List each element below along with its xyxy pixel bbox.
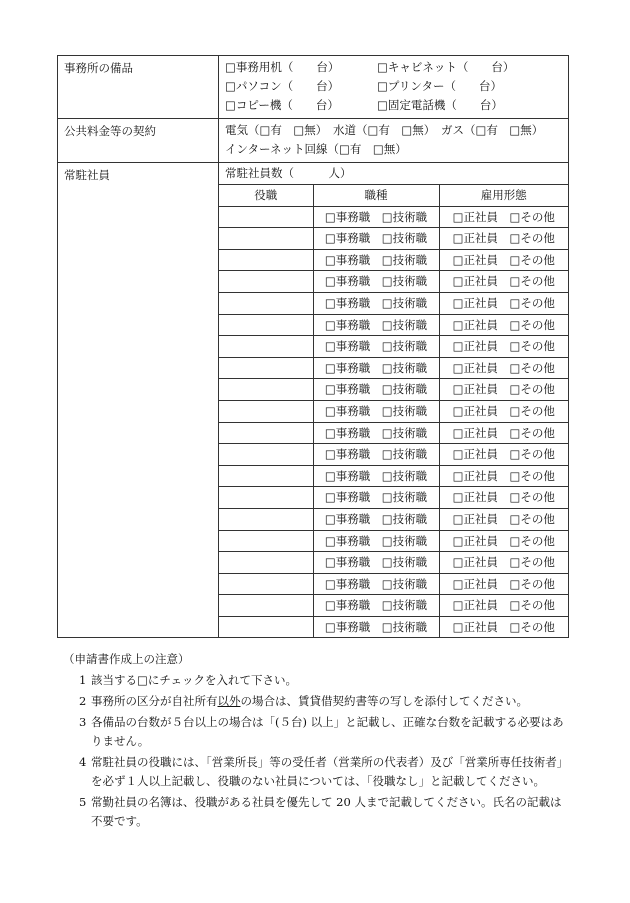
notes-section	[57, 651, 569, 833]
note-text: 該当する□にチェックを入れて下さい。	[91, 673, 298, 687]
employment-cell[interactable]: □正社員 □その他	[439, 595, 568, 617]
staff-table-row	[219, 400, 568, 422]
note-number: 5	[79, 795, 87, 809]
note-number: 1	[79, 673, 87, 687]
employment-cell[interactable]: □正社員 □その他	[439, 487, 568, 509]
position-cell[interactable]	[219, 228, 313, 250]
position-cell[interactable]	[219, 357, 313, 379]
position-cell[interactable]	[219, 465, 313, 487]
staff-table-row	[219, 314, 568, 336]
employment-cell[interactable]: □正社員 □その他	[439, 271, 568, 293]
checkbox-cabinet[interactable]: □キャビネット（ 台）	[377, 60, 515, 74]
note-text: 常駐社員の役職には、「営業所長」等の受任者（営業所の代表者）及び「営業所専任技術者」を必ず１人以上記載し、役職のない社員については、「役職なし」と記載してください。	[91, 755, 569, 788]
equipment-options	[219, 56, 569, 119]
note-text: 各備品の台数が５台以上の場合は「(５台) 以上」と記載し、正確な台数を記載する必要はありません。	[91, 715, 564, 748]
header-employment: 雇用形態	[439, 185, 568, 207]
notes-heading: （申請書作成上の注意）	[63, 652, 190, 666]
staff-table-row	[219, 271, 568, 293]
position-cell[interactable]	[219, 206, 313, 228]
employment-cell[interactable]: □正社員 □その他	[439, 292, 568, 314]
note-item-3	[57, 713, 569, 751]
job-type-cell[interactable]: □事務職 □技術職	[313, 336, 439, 358]
employment-cell[interactable]: □正社員 □その他	[439, 249, 568, 271]
note-item-1	[57, 671, 569, 690]
employment-cell[interactable]: □正社員 □その他	[439, 465, 568, 487]
employment-cell[interactable]: □正社員 □その他	[439, 379, 568, 401]
note-number: 2	[79, 694, 87, 708]
job-type-cell[interactable]: □事務職 □技術職	[313, 508, 439, 530]
header-position: 役職	[219, 185, 313, 207]
note-underline: 以外	[217, 694, 241, 708]
staff-row	[58, 163, 569, 638]
employment-cell[interactable]: □正社員 □その他	[439, 573, 568, 595]
job-type-cell[interactable]: □事務職 □技術職	[313, 595, 439, 617]
staff-table	[219, 184, 568, 637]
staff-table-row	[219, 249, 568, 271]
staff-table-row	[219, 357, 568, 379]
position-cell[interactable]	[219, 616, 313, 637]
equipment-row	[58, 56, 569, 119]
position-cell[interactable]	[219, 508, 313, 530]
checkbox-phone[interactable]: □固定電話機（ 台）	[377, 98, 503, 112]
equipment-label: 事務所の備品	[58, 56, 219, 119]
job-type-cell[interactable]: □事務職 □技術職	[313, 465, 439, 487]
note-text-pre: 事務所の区分が自社所有	[91, 694, 218, 708]
note-item-5	[57, 793, 569, 831]
staff-table-row	[219, 444, 568, 466]
staff-table-row	[219, 552, 568, 574]
staff-table-row	[219, 530, 568, 552]
job-type-cell[interactable]: □事務職 □技術職	[313, 249, 439, 271]
employment-cell[interactable]: □正社員 □その他	[439, 444, 568, 466]
position-cell[interactable]	[219, 444, 313, 466]
utilities-options	[219, 119, 569, 163]
position-cell[interactable]	[219, 271, 313, 293]
employment-cell[interactable]: □正社員 □その他	[439, 552, 568, 574]
position-cell[interactable]	[219, 530, 313, 552]
staff-table-row	[219, 487, 568, 509]
job-type-cell[interactable]: □事務職 □技術職	[313, 530, 439, 552]
job-type-cell[interactable]: □事務職 □技術職	[313, 616, 439, 637]
checkbox-copier[interactable]: □コピー機（ 台）	[225, 98, 339, 112]
job-type-cell[interactable]: □事務職 □技術職	[313, 379, 439, 401]
utilities-row	[58, 119, 569, 163]
staff-table-row	[219, 379, 568, 401]
position-cell[interactable]	[219, 249, 313, 271]
position-cell[interactable]	[219, 573, 313, 595]
job-type-cell[interactable]: □事務職 □技術職	[313, 228, 439, 250]
note-number: 4	[79, 755, 87, 769]
job-type-cell[interactable]: □事務職 □技術職	[313, 552, 439, 574]
staff-table-row	[219, 292, 568, 314]
note-text: 常勤社員の名簿は、役職がある社員を優先して 20 人まで記載してください。氏名の記載は不要です。	[91, 795, 562, 828]
staff-table-row	[219, 573, 568, 595]
staff-section	[219, 163, 569, 638]
job-type-cell[interactable]: □事務職 □技術職	[313, 292, 439, 314]
employment-cell[interactable]: □正社員 □その他	[439, 357, 568, 379]
checkbox-printer[interactable]: □プリンター（ 台）	[377, 79, 502, 93]
staff-table-row	[219, 508, 568, 530]
job-type-cell[interactable]: □事務職 □技術職	[313, 314, 439, 336]
employment-cell[interactable]: □正社員 □その他	[439, 530, 568, 552]
position-cell[interactable]	[219, 379, 313, 401]
utilities-label: 公共料金等の契約	[58, 119, 219, 163]
job-type-cell[interactable]: □事務職 □技術職	[313, 206, 439, 228]
staff-table-row	[219, 228, 568, 250]
job-type-cell[interactable]: □事務職 □技術職	[313, 573, 439, 595]
checkbox-pc[interactable]: □パソコン（ 台）	[225, 79, 340, 93]
staff-table-row	[219, 336, 568, 358]
job-type-cell[interactable]: □事務職 □技術職	[313, 357, 439, 379]
position-cell[interactable]	[219, 422, 313, 444]
employment-cell[interactable]: □正社員 □その他	[439, 616, 568, 637]
position-cell[interactable]	[219, 487, 313, 509]
employment-cell[interactable]: □正社員 □その他	[439, 314, 568, 336]
note-text-post: の場合は、賃貸借契約書等の写しを添付してください。	[240, 694, 528, 708]
employment-cell[interactable]: □正社員 □その他	[439, 228, 568, 250]
staff-table-row	[219, 616, 568, 637]
utilities-line-2[interactable]: インターネット回線（□有 □無）	[225, 142, 407, 156]
job-type-cell[interactable]: □事務職 □技術職	[313, 444, 439, 466]
employment-cell[interactable]: □正社員 □その他	[439, 336, 568, 358]
staff-table-row	[219, 465, 568, 487]
utilities-line-1[interactable]: 電気（□有 □無） 水道（□有 □無） ガス（□有 □無）	[225, 123, 544, 137]
staff-label: 常駐社員	[58, 163, 219, 638]
employment-cell[interactable]: □正社員 □その他	[439, 422, 568, 444]
position-cell[interactable]	[219, 292, 313, 314]
application-form-table	[57, 55, 569, 638]
employment-cell[interactable]: □正社員 □その他	[439, 400, 568, 422]
position-cell[interactable]	[219, 314, 313, 336]
employment-cell[interactable]: □正社員 □その他	[439, 206, 568, 228]
position-cell[interactable]	[219, 400, 313, 422]
job-type-cell[interactable]: □事務職 □技術職	[313, 271, 439, 293]
note-item-4	[57, 753, 569, 791]
position-cell[interactable]	[219, 552, 313, 574]
employment-cell[interactable]: □正社員 □その他	[439, 508, 568, 530]
staff-table-row	[219, 206, 568, 228]
position-cell[interactable]	[219, 336, 313, 358]
job-type-cell[interactable]: □事務職 □技術職	[313, 487, 439, 509]
checkbox-desk[interactable]: □事務用机（ 台）	[225, 60, 340, 74]
note-item-2	[57, 692, 569, 711]
staff-count[interactable]: 常駐社員数（ 人）	[225, 166, 352, 180]
position-cell[interactable]	[219, 595, 313, 617]
staff-table-row	[219, 422, 568, 444]
job-type-cell[interactable]: □事務職 □技術職	[313, 422, 439, 444]
staff-table-row	[219, 595, 568, 617]
staff-table-header	[219, 185, 568, 207]
header-job-type: 職種	[313, 185, 439, 207]
note-number: 3	[79, 715, 87, 729]
job-type-cell[interactable]: □事務職 □技術職	[313, 400, 439, 422]
